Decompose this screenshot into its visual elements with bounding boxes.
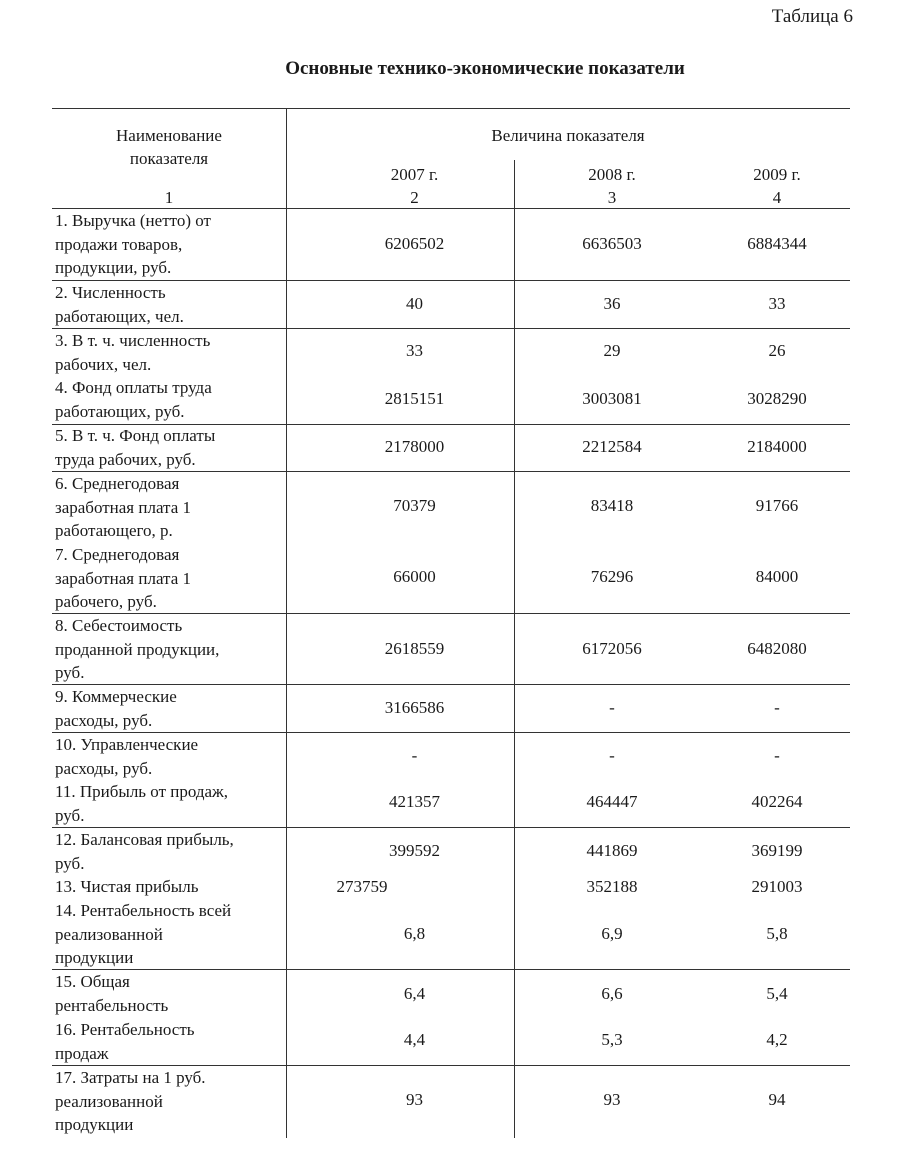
table-number: Таблица 6 xyxy=(771,6,853,27)
row-7-value-2009: 84000 xyxy=(755,567,799,586)
row-7-name: 7. Среднегодовая заработная плата 1 рабочего, руб. xyxy=(55,545,191,611)
row-4-value-2007: 2815151 xyxy=(384,389,445,408)
header-num-4: 4 xyxy=(772,188,782,207)
header-num-2: 2 xyxy=(410,188,419,207)
header-num-3: 3 xyxy=(607,188,617,207)
row-4-value-2009: 3028290 xyxy=(747,389,807,408)
row-13-name: 13. Чистая прибыль xyxy=(55,877,199,896)
row-1-name: 1. Выручка (нетто) от продажи товаров, продукции, руб. xyxy=(55,211,211,277)
row-10-name: 10. Управленческие расходы, руб. xyxy=(55,735,199,778)
header-year-2008: 2008 г. xyxy=(588,165,636,184)
row-13-value-2009: 291003 xyxy=(751,877,803,896)
row-17-value-2007: 93 xyxy=(406,1090,423,1109)
header-name-num: 1 xyxy=(164,188,174,207)
row-3-value-2007: 33 xyxy=(406,341,423,360)
row-5-name: 5. В т. ч. Фонд оплаты труда рабочих, руб. xyxy=(55,426,216,469)
row-6-value-2009: 91766 xyxy=(755,496,799,515)
row-9-value-2007: 3166586 xyxy=(384,698,445,717)
row-14-value-2009: 5,8 xyxy=(766,924,788,943)
row-11-value-2009: 402264 xyxy=(751,792,803,811)
row-12-value-2007: 399592 xyxy=(389,841,440,860)
row-12-value-2009: 369199 xyxy=(751,841,803,860)
row-5-value-2008: 2212584 xyxy=(582,437,642,456)
row-3-name: 3. В т. ч. численность рабочих, чел. xyxy=(55,331,211,374)
row-10-value-2009: - xyxy=(774,746,780,765)
row-2-value-2007: 40 xyxy=(406,294,423,313)
row-17-value-2008: 93 xyxy=(603,1090,621,1109)
row-15-value-2007: 6,4 xyxy=(403,984,426,1003)
row-16-value-2007: 4,4 xyxy=(403,1030,426,1049)
row-16-value-2009: 4,2 xyxy=(766,1030,788,1049)
row-15-value-2009: 5,4 xyxy=(766,984,788,1003)
row-17-name: 17. Затраты на 1 руб. реализованной продукции xyxy=(55,1068,206,1134)
row-14-value-2007: 6,8 xyxy=(403,924,426,943)
row-15-name: 15. Общая рентабельность xyxy=(55,972,169,1015)
row-10-value-2007: - xyxy=(411,746,418,765)
row-11-value-2008: 464447 xyxy=(586,792,638,811)
row-16-name: 16. Рентабельность продаж xyxy=(55,1020,195,1063)
row-4-name: 4. Фонд оплаты труда работающих, руб. xyxy=(55,378,212,421)
row-6-value-2008: 83418 xyxy=(590,496,634,515)
row-5-value-2007: 2178000 xyxy=(384,437,445,456)
name-column-border xyxy=(286,108,287,1138)
row-8-value-2007: 2618559 xyxy=(384,639,445,658)
row-11-value-2007: 421357 xyxy=(389,792,440,811)
row-7-value-2008: 76296 xyxy=(590,567,634,586)
row-2-value-2008: 36 xyxy=(603,294,621,313)
year-column-border xyxy=(514,160,515,1138)
row-2-name: 2. Численность работающих, чел. xyxy=(55,283,184,326)
row-9-name: 9. Коммерческие расходы, руб. xyxy=(55,687,177,730)
header-year-2009: 2009 г. xyxy=(753,165,801,184)
row-3-value-2009: 26 xyxy=(768,341,786,360)
header-value-group: Величина показателя xyxy=(491,126,645,145)
row-16-value-2008: 5,3 xyxy=(601,1030,623,1049)
row-1-value-2007: 6206502 xyxy=(384,234,445,253)
row-6-value-2007: 70379 xyxy=(393,496,436,515)
row-11-name: 11. Прибыль от продаж, руб. xyxy=(55,782,229,825)
row-14-name: 14. Рентабельность всей реализованной продукции xyxy=(55,901,232,967)
row-10-value-2008: - xyxy=(609,746,615,765)
row-15-value-2008: 6,6 xyxy=(601,984,623,1003)
row-1-value-2008: 6636503 xyxy=(582,234,642,253)
table-top-border xyxy=(52,108,850,109)
row-13-value-2007: 273759 xyxy=(336,877,388,896)
row-1-value-2009: 6884344 xyxy=(747,234,807,253)
row-14-value-2008: 6,9 xyxy=(601,924,623,943)
row-4-value-2008: 3003081 xyxy=(582,389,642,408)
row-12-name: 12. Балансовая прибыль, руб. xyxy=(55,830,234,873)
page-title: Основные технико-экономические показатели xyxy=(285,58,685,79)
row-3-value-2008: 29 xyxy=(603,341,621,360)
row-8-name: 8. Себестоимость проданной продукции, руб. xyxy=(55,616,220,682)
row-8-value-2008: 6172056 xyxy=(582,639,642,658)
header-name: Наименование показателя xyxy=(116,126,222,168)
row-6-name: 6. Среднегодовая заработная плата 1 работающего, р. xyxy=(55,474,191,540)
indicators-table xyxy=(52,108,850,1138)
row-7-value-2007: 66000 xyxy=(393,567,436,586)
row-9-value-2008: - xyxy=(609,698,615,717)
row-2-value-2009: 33 xyxy=(768,294,786,313)
header-year-2007: 2007 г. xyxy=(390,165,439,184)
row-8-value-2009: 6482080 xyxy=(747,639,807,658)
row-9-value-2009: - xyxy=(774,698,780,717)
row-12-value-2008: 441869 xyxy=(586,841,638,860)
row-5-value-2009: 2184000 xyxy=(747,437,807,456)
row-13-value-2008: 352188 xyxy=(586,877,638,896)
row-17-value-2009: 94 xyxy=(768,1090,786,1109)
